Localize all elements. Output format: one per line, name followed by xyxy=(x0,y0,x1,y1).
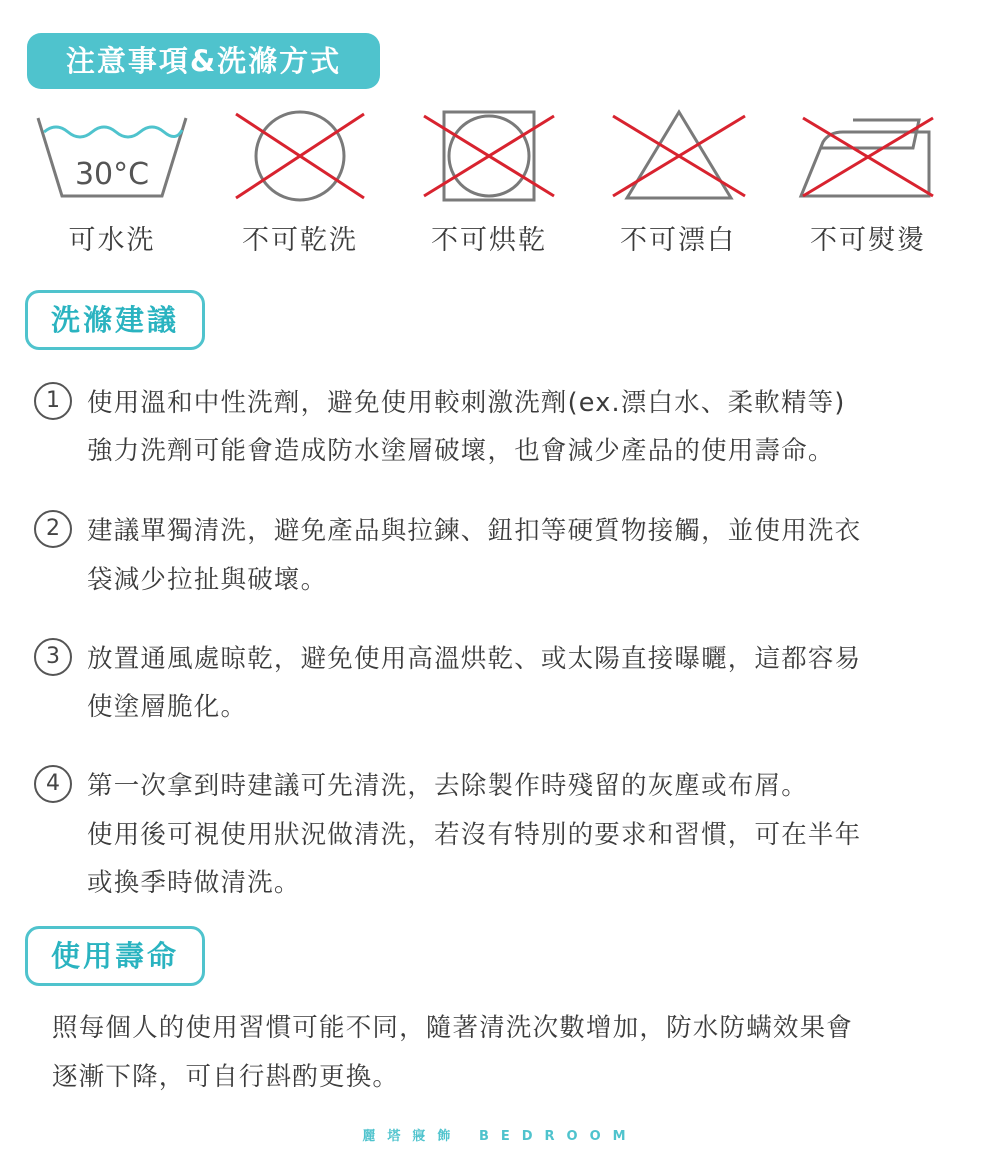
brand-name: 麗塔寢飾 xyxy=(362,1129,463,1144)
item-number-4: 4 xyxy=(34,765,72,803)
brand-tagline: BEDROOM xyxy=(478,1129,638,1144)
no-tumble-dry-icon xyxy=(414,108,566,204)
symbol-label-no-iron: 不可熨燙 xyxy=(810,225,926,256)
item-number-1: 1 xyxy=(34,382,72,420)
no-dry-clean-icon xyxy=(224,108,376,204)
item-1-line-2: 強力洗劑可能會造成防水塗層破壞，也會減少產品的使用壽命。 xyxy=(87,436,835,466)
item-2-line-2: 袋減少拉扯與破壞。 xyxy=(87,565,328,595)
item-number-3: 3 xyxy=(34,638,72,676)
symbol-label-no-bleach: 不可漂白 xyxy=(620,225,736,256)
item-2-line-1: 建議單獨清洗，避免產品與拉鍊、鈕扣等硬質物接觸，並使用洗衣 xyxy=(87,516,862,546)
footer-brand xyxy=(0,1125,1000,1144)
washing-title: 洗滌建議 xyxy=(25,290,205,350)
item-1-line-1: 使用溫和中性洗劑，避免使用較刺激洗劑(ex.漂白水、柔軟精等) xyxy=(87,388,846,418)
item-3-line-2: 使塗層脆化。 xyxy=(87,692,248,722)
symbol-label-no-dry-clean: 不可乾洗 xyxy=(242,225,358,256)
item-number-2: 2 xyxy=(34,510,72,548)
no-iron-icon xyxy=(793,108,945,204)
symbol-label-no-tumble-dry: 不可烘乾 xyxy=(431,225,547,256)
item-4-line-1: 第一次拿到時建議可先清洗，去除製作時殘留的灰塵或布屑。 xyxy=(87,771,808,801)
symbol-label-wash: 可水洗 xyxy=(68,225,156,256)
lifespan-line-1: 照每個人的使用習慣可能不同，隨著清洗次數增加，防水防螨效果會 xyxy=(52,1013,854,1043)
item-4-line-2: 使用後可視使用狀況做清洗，若沒有特別的要求和習慣，可在半年 xyxy=(87,820,862,850)
wash-temp: 30°C xyxy=(74,157,150,192)
lifespan-title: 使用壽命 xyxy=(25,926,205,986)
item-4-line-3: 或換季時做清洗。 xyxy=(87,868,301,898)
care-notes-title: 注意事項&洗滌方式 xyxy=(27,33,380,89)
wash-30-icon xyxy=(36,108,188,204)
no-bleach-icon xyxy=(603,108,755,204)
lifespan-line-2: 逐漸下降，可自行斟酌更換。 xyxy=(52,1062,400,1092)
item-3-line-1: 放置通風處晾乾，避免使用高溫烘乾、或太陽直接曝曬，這都容易 xyxy=(87,644,862,674)
